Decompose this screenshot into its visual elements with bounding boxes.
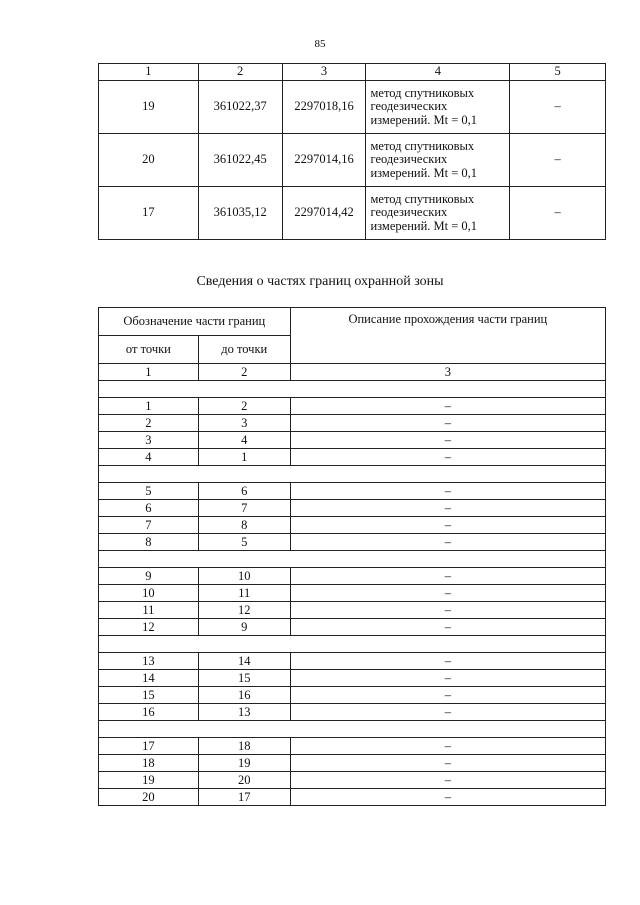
boundary-part-row bbox=[99, 704, 606, 721]
description-cell: – bbox=[290, 755, 605, 772]
to-point-header: до точки bbox=[198, 336, 290, 364]
to-point-cell: 14 bbox=[198, 653, 290, 670]
boundary-part-row bbox=[99, 398, 606, 415]
from-point-cell: 4 bbox=[99, 449, 199, 466]
to-point-cell: 5 bbox=[198, 534, 290, 551]
col-number-2: 2 bbox=[198, 364, 290, 381]
parts-header-row bbox=[99, 308, 606, 336]
from-point-cell: 20 bbox=[99, 789, 199, 806]
method-cell bbox=[366, 134, 510, 187]
coordinates-header-row bbox=[99, 64, 606, 81]
boundary-part-row bbox=[99, 687, 606, 704]
method-line: метод спутниковых bbox=[370, 191, 475, 206]
from-point-cell: 14 bbox=[99, 670, 199, 687]
from-point-cell: 8 bbox=[99, 534, 199, 551]
note-cell: – bbox=[510, 187, 606, 240]
group-separator-row bbox=[99, 551, 606, 568]
method-line: геодезических bbox=[370, 152, 448, 167]
point-cell: 17 bbox=[99, 187, 199, 240]
group-separator-row bbox=[99, 466, 606, 483]
from-point-cell: 10 bbox=[99, 585, 199, 602]
from-point-cell: 11 bbox=[99, 602, 199, 619]
group-separator-cell bbox=[99, 636, 606, 653]
description-cell: – bbox=[290, 517, 605, 534]
col-header-2: 2 bbox=[198, 64, 282, 81]
from-point-cell: 3 bbox=[99, 432, 199, 449]
boundary-part-row bbox=[99, 534, 606, 551]
to-point-cell: 18 bbox=[198, 738, 290, 755]
group-separator-row bbox=[99, 636, 606, 653]
from-point-cell: 5 bbox=[99, 483, 199, 500]
to-point-cell: 7 bbox=[198, 500, 290, 517]
description-cell: – bbox=[290, 449, 605, 466]
to-point-cell: 13 bbox=[198, 704, 290, 721]
boundary-part-row bbox=[99, 568, 606, 585]
from-point-cell: 9 bbox=[99, 568, 199, 585]
to-point-cell: 2 bbox=[198, 398, 290, 415]
boundary-part-row bbox=[99, 670, 606, 687]
group-separator-cell bbox=[99, 381, 606, 398]
boundary-part-row bbox=[99, 415, 606, 432]
to-point-cell: 20 bbox=[198, 772, 290, 789]
description-cell: – bbox=[290, 653, 605, 670]
description-cell: – bbox=[290, 568, 605, 585]
boundary-part-row bbox=[99, 789, 606, 806]
note-cell: – bbox=[510, 134, 606, 187]
from-point-cell: 1 bbox=[99, 398, 199, 415]
boundary-part-row bbox=[99, 772, 606, 789]
page-number: 85 bbox=[314, 38, 326, 50]
from-point-cell: 7 bbox=[99, 517, 199, 534]
coordinates-row bbox=[99, 187, 606, 240]
group-separator-cell bbox=[99, 721, 606, 738]
to-point-cell: 8 bbox=[198, 517, 290, 534]
from-point-cell: 12 bbox=[99, 619, 199, 636]
section-title: Сведения о частях границ охранной зоны bbox=[196, 274, 444, 289]
from-point-cell: 13 bbox=[99, 653, 199, 670]
point-cell: 20 bbox=[99, 134, 199, 187]
col-header-1: 1 bbox=[99, 64, 199, 81]
to-point-cell: 4 bbox=[198, 432, 290, 449]
boundary-part-row bbox=[99, 483, 606, 500]
method-line: геодезических bbox=[370, 99, 448, 114]
y-coordinate-cell: 2297018,16 bbox=[282, 81, 366, 134]
boundary-part-row bbox=[99, 619, 606, 636]
x-coordinate-cell: 361022,45 bbox=[198, 134, 282, 187]
method-line: метод спутниковых bbox=[370, 85, 475, 100]
designation-header: Обозначение части границ bbox=[99, 308, 291, 336]
boundary-part-row bbox=[99, 602, 606, 619]
boundary-parts-table bbox=[98, 307, 606, 806]
x-coordinate-cell: 361022,37 bbox=[198, 81, 282, 134]
method-line: геодезических bbox=[370, 205, 448, 220]
method-line: измерений. Mt = 0,1 bbox=[370, 112, 478, 127]
group-separator-row bbox=[99, 381, 606, 398]
description-cell: – bbox=[290, 772, 605, 789]
from-point-header: от точки bbox=[99, 336, 199, 364]
from-point-cell: 2 bbox=[99, 415, 199, 432]
boundary-part-row bbox=[99, 517, 606, 534]
boundary-part-row bbox=[99, 653, 606, 670]
to-point-cell: 1 bbox=[198, 449, 290, 466]
group-separator-cell bbox=[99, 551, 606, 568]
description-cell: – bbox=[290, 738, 605, 755]
point-cell: 19 bbox=[99, 81, 199, 134]
description-cell: – bbox=[290, 534, 605, 551]
to-point-cell: 12 bbox=[198, 602, 290, 619]
description-cell: – bbox=[290, 619, 605, 636]
from-point-cell: 16 bbox=[99, 704, 199, 721]
description-cell: – bbox=[290, 704, 605, 721]
description-cell: – bbox=[290, 789, 605, 806]
to-point-cell: 10 bbox=[198, 568, 290, 585]
col-header-5: 5 bbox=[510, 64, 606, 81]
to-point-cell: 6 bbox=[198, 483, 290, 500]
boundary-part-row bbox=[99, 432, 606, 449]
method-line: измерений. Mt = 0,1 bbox=[370, 218, 478, 233]
description-cell: – bbox=[290, 432, 605, 449]
to-point-cell: 11 bbox=[198, 585, 290, 602]
description-header: Описание прохождения части границ bbox=[290, 308, 605, 364]
boundary-part-row bbox=[99, 449, 606, 466]
boundary-part-row bbox=[99, 738, 606, 755]
to-point-cell: 19 bbox=[198, 755, 290, 772]
x-coordinate-cell: 361035,12 bbox=[198, 187, 282, 240]
parts-column-numbers-row bbox=[99, 364, 606, 381]
description-cell: – bbox=[290, 500, 605, 517]
to-point-cell: 3 bbox=[198, 415, 290, 432]
coordinates-row bbox=[99, 134, 606, 187]
from-point-cell: 6 bbox=[99, 500, 199, 517]
description-cell: – bbox=[290, 585, 605, 602]
col-header-4: 4 bbox=[366, 64, 510, 81]
description-cell: – bbox=[290, 602, 605, 619]
from-point-cell: 18 bbox=[99, 755, 199, 772]
to-point-cell: 9 bbox=[198, 619, 290, 636]
coordinates-table bbox=[98, 63, 606, 240]
boundary-part-row bbox=[99, 755, 606, 772]
group-separator-cell bbox=[99, 466, 606, 483]
note-cell: – bbox=[510, 81, 606, 134]
from-point-cell: 15 bbox=[99, 687, 199, 704]
coordinates-row bbox=[99, 81, 606, 134]
y-coordinate-cell: 2297014,16 bbox=[282, 134, 366, 187]
to-point-cell: 16 bbox=[198, 687, 290, 704]
description-cell: – bbox=[290, 687, 605, 704]
method-cell bbox=[366, 81, 510, 134]
from-point-cell: 19 bbox=[99, 772, 199, 789]
col-header-3: 3 bbox=[282, 64, 366, 81]
to-point-cell: 17 bbox=[198, 789, 290, 806]
method-cell bbox=[366, 187, 510, 240]
from-point-cell: 17 bbox=[99, 738, 199, 755]
col-number-1: 1 bbox=[99, 364, 199, 381]
method-line: метод спутниковых bbox=[370, 138, 475, 153]
y-coordinate-cell: 2297014,42 bbox=[282, 187, 366, 240]
col-number-3: 3 bbox=[290, 364, 605, 381]
description-cell: – bbox=[290, 398, 605, 415]
to-point-cell: 15 bbox=[198, 670, 290, 687]
boundary-part-row bbox=[99, 500, 606, 517]
group-separator-row bbox=[99, 721, 606, 738]
boundary-part-row bbox=[99, 585, 606, 602]
description-cell: – bbox=[290, 670, 605, 687]
description-cell: – bbox=[290, 415, 605, 432]
description-cell: – bbox=[290, 483, 605, 500]
method-line: измерений. Mt = 0,1 bbox=[370, 165, 478, 180]
